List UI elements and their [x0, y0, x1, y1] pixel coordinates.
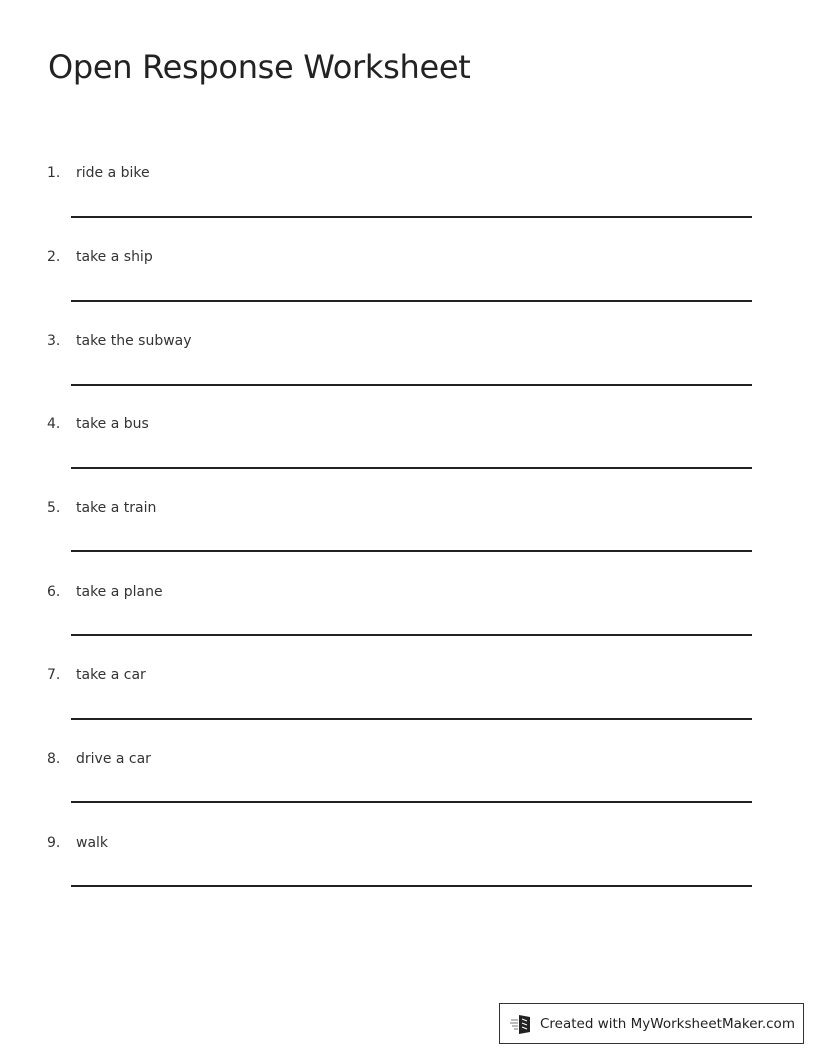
question-text: take a plane	[76, 584, 163, 600]
question-text: take a bus	[76, 416, 149, 432]
question-text: drive a car	[76, 751, 151, 767]
page-title: Open Response Worksheet	[48, 48, 471, 86]
question-number: 6.	[47, 584, 61, 600]
answer-line[interactable]	[71, 801, 752, 803]
answer-line[interactable]	[71, 634, 752, 636]
question-text: take a car	[76, 667, 146, 683]
footer-badge[interactable]	[499, 1003, 804, 1044]
question-number: 5.	[47, 500, 61, 516]
question-item	[0, 835, 816, 919]
question-text: take the subway	[76, 333, 192, 349]
question-item	[0, 249, 816, 333]
answer-line[interactable]	[71, 550, 752, 552]
question-number: 2.	[47, 249, 61, 265]
question-item	[0, 751, 816, 835]
question-item	[0, 500, 816, 584]
question-number: 3.	[47, 333, 61, 349]
question-item	[0, 584, 816, 668]
question-number: 9.	[47, 835, 61, 851]
answer-line[interactable]	[71, 885, 752, 887]
question-item	[0, 333, 816, 417]
answer-line[interactable]	[71, 384, 752, 386]
answer-line[interactable]	[71, 718, 752, 720]
question-text: take a ship	[76, 249, 153, 265]
question-text: take a train	[76, 500, 157, 516]
question-item	[0, 416, 816, 500]
answer-line[interactable]	[71, 300, 752, 302]
worksheet-maker-logo-icon	[510, 1013, 534, 1035]
question-text: walk	[76, 835, 109, 851]
question-item	[0, 667, 816, 751]
question-number: 7.	[47, 667, 61, 683]
question-number: 1.	[47, 165, 61, 181]
question-text: ride a bike	[76, 165, 150, 181]
question-number: 4.	[47, 416, 61, 432]
question-number: 8.	[47, 751, 61, 767]
footer-credit-text: Created with MyWorksheetMaker.com	[540, 1015, 795, 1032]
answer-line[interactable]	[71, 216, 752, 218]
answer-line[interactable]	[71, 467, 752, 469]
question-item	[0, 165, 816, 249]
